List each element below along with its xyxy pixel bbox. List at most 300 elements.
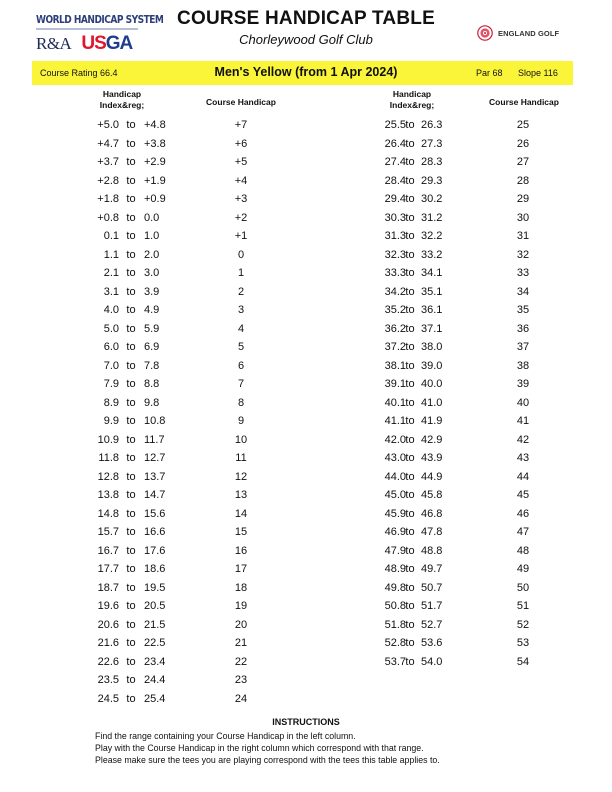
index-from: 5.0 [103, 322, 119, 335]
course-handicap-value: 29 [516, 193, 530, 205]
course-handicap-value: 3 [237, 304, 245, 316]
index-from: +1.8 [97, 193, 119, 205]
table-row [0, 486, 306, 505]
index-from: 34.2 [384, 285, 406, 298]
range-separator: to [405, 322, 415, 335]
table-row [306, 449, 612, 468]
index-from: 22.6 [97, 655, 119, 668]
range-separator: to [405, 489, 415, 501]
index-from: 30.3 [384, 211, 406, 224]
range-separator: to [405, 285, 415, 298]
index-to: +4.8 [144, 119, 166, 131]
right-course-handicap-header: Course Handicap [489, 97, 559, 107]
range-separator: to [126, 581, 136, 594]
index-from: 45.9 [384, 507, 406, 520]
table-row [306, 172, 612, 191]
range-separator: to [126, 452, 136, 464]
table-row [306, 505, 612, 524]
instruction-line: Play with the Course Handicap in the right column which correspond with that range. [95, 743, 424, 753]
index-from: 20.6 [97, 618, 119, 631]
index-to: 36.1 [421, 304, 443, 316]
course-handicap-value: 6 [237, 359, 245, 372]
range-separator: to [126, 378, 136, 390]
range-separator: to [126, 304, 136, 316]
index-to: 3.0 [144, 267, 160, 279]
course-handicap-value: 49 [516, 563, 530, 575]
table-row [0, 597, 306, 616]
index-to: 4.9 [144, 304, 160, 316]
table-row [0, 505, 306, 524]
index-to: 40.0 [421, 378, 443, 390]
course-handicap-value: 5 [237, 341, 245, 353]
index-to: 21.5 [144, 618, 166, 631]
range-separator: to [126, 396, 136, 409]
table-row [306, 246, 612, 265]
index-to: +3.8 [144, 137, 166, 150]
table-row [0, 338, 306, 357]
index-from: 36.2 [384, 322, 406, 335]
index-to: 1.0 [144, 230, 160, 242]
index-to: 13.7 [144, 470, 166, 483]
index-to: 46.8 [421, 507, 443, 520]
range-separator: to [126, 692, 136, 705]
range-separator: to [405, 156, 415, 168]
course-handicap-value: 31 [516, 230, 530, 242]
index-from: 3.1 [103, 285, 119, 298]
course-handicap-value: +7 [234, 119, 248, 131]
index-to: 10.8 [144, 415, 166, 427]
index-from: 21.6 [97, 637, 119, 649]
index-from: 51.8 [384, 618, 406, 631]
course-handicap-value: 45 [516, 489, 530, 501]
course-handicap-value: 35 [516, 304, 530, 316]
table-row [0, 301, 306, 320]
course-handicap-value: 47 [516, 526, 530, 538]
index-to: +2.9 [144, 156, 166, 168]
course-handicap-value: 38 [516, 359, 530, 372]
course-handicap-value: 7 [237, 378, 245, 390]
table-row [306, 209, 612, 228]
index-to: 44.9 [421, 470, 443, 483]
table-row [306, 412, 612, 431]
range-separator: to [405, 526, 415, 538]
course-handicap-value: 20 [234, 618, 248, 631]
index-from: 45.0 [384, 489, 406, 501]
index-to: 30.2 [421, 193, 443, 205]
index-from: 37.2 [384, 341, 406, 353]
table-row [306, 320, 612, 339]
index-from: 16.7 [97, 544, 119, 557]
table-row [306, 264, 612, 283]
table-row [0, 634, 306, 653]
range-separator: to [126, 600, 136, 612]
course-handicap-value: 54 [516, 655, 530, 668]
range-separator: to [405, 452, 415, 464]
index-to: 25.4 [144, 692, 166, 705]
index-from: 18.7 [97, 581, 119, 594]
index-from: 0.1 [103, 230, 119, 242]
right-handicap-table [306, 116, 612, 676]
index-to: 19.5 [144, 581, 166, 594]
course-handicap-value: +6 [234, 137, 248, 150]
index-to: 38.0 [421, 341, 443, 353]
table-row [306, 542, 612, 561]
index-to: 53.6 [421, 637, 443, 649]
table-row [0, 560, 306, 579]
index-to: 41.9 [421, 415, 443, 427]
range-separator: to [126, 674, 136, 686]
range-separator: to [126, 433, 136, 446]
range-separator: to [405, 193, 415, 205]
index-to: 33.2 [421, 248, 443, 261]
index-from: +3.7 [97, 156, 119, 168]
index-to: +1.9 [144, 174, 166, 187]
range-separator: to [126, 156, 136, 168]
index-to: 37.1 [421, 322, 443, 335]
course-handicap-value: 53 [516, 637, 530, 649]
course-handicap-value: 37 [516, 341, 530, 353]
index-to: 28.3 [421, 156, 443, 168]
range-separator: to [126, 637, 136, 649]
range-separator: to [126, 211, 136, 224]
index-from: +2.8 [97, 174, 119, 187]
index-to: 23.4 [144, 655, 166, 668]
index-to: 45.8 [421, 489, 443, 501]
tee-label: Men's Yellow (from 1 Apr 2024) [214, 65, 398, 79]
index-to: 29.3 [421, 174, 443, 187]
index-from: +0.8 [97, 211, 119, 224]
index-from: 52.8 [384, 637, 406, 649]
table-row [0, 227, 306, 246]
index-to: 16.6 [144, 526, 166, 538]
course-handicap-value: 15 [234, 526, 248, 538]
table-row [0, 542, 306, 561]
course-handicap-value: 4 [237, 322, 245, 335]
course-handicap-value: 51 [516, 600, 530, 612]
range-separator: to [126, 248, 136, 261]
range-separator: to [405, 119, 415, 131]
table-row [306, 357, 612, 376]
course-handicap-value: 14 [234, 507, 248, 520]
index-from: 28.4 [384, 174, 406, 187]
range-separator: to [405, 267, 415, 279]
range-separator: to [405, 655, 415, 668]
range-separator: to [126, 322, 136, 335]
range-separator: to [126, 415, 136, 427]
range-separator: to [405, 544, 415, 557]
index-to: 24.4 [144, 674, 166, 686]
table-row [306, 468, 612, 487]
index-to: 47.8 [421, 526, 443, 538]
index-from: 41.1 [384, 415, 406, 427]
index-from: 8.9 [103, 396, 119, 409]
index-to: 8.8 [144, 378, 160, 390]
index-from: 23.5 [97, 674, 119, 686]
index-from: 44.0 [384, 470, 406, 483]
table-row [0, 690, 306, 709]
table-row [306, 227, 612, 246]
left-index-header-line1: Handicap [102, 89, 142, 99]
range-separator: to [405, 563, 415, 575]
table-row [0, 172, 306, 191]
course-handicap-value: 1 [237, 267, 245, 279]
index-from: 11.8 [98, 452, 119, 464]
table-row [0, 283, 306, 302]
range-separator: to [126, 507, 136, 520]
england-golf-text: ENGLAND GOLF [498, 28, 560, 38]
index-to: 12.7 [144, 452, 166, 464]
index-from: 29.4 [384, 193, 406, 205]
course-handicap-value: 24 [234, 692, 248, 705]
index-from: 38.1 [384, 359, 406, 372]
table-row [306, 135, 612, 154]
index-from: 50.8 [384, 600, 406, 612]
index-to: 34.1 [421, 267, 443, 279]
index-to: 6.9 [144, 341, 160, 353]
table-row [0, 357, 306, 376]
range-separator: to [405, 341, 415, 353]
range-separator: to [126, 526, 136, 538]
table-row [0, 153, 306, 172]
table-row [306, 653, 612, 672]
index-to: 22.5 [144, 637, 166, 649]
course-handicap-value: 41 [516, 415, 530, 427]
index-from: 49.8 [384, 581, 406, 594]
index-to: 52.7 [421, 618, 443, 631]
index-to: 17.6 [144, 544, 166, 557]
index-from: 26.4 [384, 137, 406, 150]
table-row [0, 616, 306, 635]
table-row [0, 579, 306, 598]
course-handicap-value: 33 [516, 267, 530, 279]
index-from: 17.7 [97, 563, 119, 575]
table-row [0, 394, 306, 413]
course-handicap-value: 18 [234, 581, 248, 594]
range-separator: to [126, 193, 136, 205]
course-handicap-value: 8 [237, 396, 245, 409]
table-row [0, 468, 306, 487]
course-handicap-value: 12 [234, 470, 248, 483]
course-handicap-value: 50 [516, 581, 530, 594]
course-handicap-value: +5 [234, 156, 248, 168]
course-handicap-value: 44 [516, 470, 530, 483]
index-from: +4.7 [97, 137, 119, 150]
index-from: 14.8 [97, 507, 119, 520]
index-from: 48.9 [384, 563, 406, 575]
index-to: 51.7 [421, 600, 443, 612]
range-separator: to [405, 304, 415, 316]
course-handicap-value: +2 [234, 211, 248, 224]
range-separator: to [126, 359, 136, 372]
range-separator: to [126, 470, 136, 483]
table-row [306, 338, 612, 357]
range-separator: to [405, 433, 415, 446]
table-row [0, 320, 306, 339]
index-to: 43.9 [421, 452, 443, 464]
table-row [306, 486, 612, 505]
range-separator: to [126, 489, 136, 501]
index-to: 54.0 [421, 655, 443, 668]
index-to: 35.1 [421, 285, 443, 298]
table-row [306, 190, 612, 209]
index-to: 42.9 [421, 433, 443, 446]
left-index-header [92, 89, 152, 111]
course-handicap-value: 9 [237, 415, 245, 427]
index-from: 40.1 [384, 396, 406, 409]
range-separator: to [126, 655, 136, 668]
index-from: 4.0 [103, 304, 119, 316]
range-separator: to [405, 378, 415, 390]
index-from: 25.5 [384, 119, 406, 131]
course-handicap-value: 32 [516, 248, 530, 261]
range-separator: to [405, 137, 415, 150]
table-row [0, 653, 306, 672]
right-index-header [380, 89, 444, 111]
table-row [306, 375, 612, 394]
index-to: +0.9 [144, 193, 166, 205]
index-to: 11.7 [144, 433, 165, 446]
index-from: 46.9 [384, 526, 406, 538]
range-separator: to [126, 618, 136, 631]
course-handicap-value: 25 [516, 119, 530, 131]
table-row [0, 246, 306, 265]
index-from: 35.2 [384, 304, 406, 316]
course-handicap-value: 48 [516, 544, 530, 557]
index-from: 42.0 [384, 433, 406, 446]
course-handicap-value: 30 [516, 211, 530, 224]
whs-logo-text: WORLD HANDICAP SYSTEM [36, 14, 164, 26]
course-handicap-value: 40 [516, 396, 530, 409]
table-row [0, 412, 306, 431]
range-separator: to [126, 230, 136, 242]
course-handicap-value: 46 [516, 507, 530, 520]
table-row [306, 431, 612, 450]
slope-value: Slope 116 [518, 68, 558, 78]
index-from: 32.3 [384, 248, 406, 261]
index-from: 13.8 [97, 489, 119, 501]
range-separator: to [126, 267, 136, 279]
index-to: 3.9 [144, 285, 160, 298]
course-handicap-value: 28 [516, 174, 530, 187]
table-row [306, 597, 612, 616]
index-from: 10.9 [97, 433, 119, 446]
course-handicap-value: 16 [234, 544, 248, 557]
table-row [0, 449, 306, 468]
course-rating: Course Rating 66.4 [40, 68, 118, 78]
range-separator: to [126, 563, 136, 575]
range-separator: to [126, 341, 136, 353]
table-row [0, 671, 306, 690]
range-separator: to [405, 396, 415, 409]
index-to: 18.6 [144, 563, 166, 575]
table-row [0, 431, 306, 450]
course-handicap-value: 23 [234, 674, 248, 686]
index-to: 5.9 [144, 322, 160, 335]
range-separator: to [405, 507, 415, 520]
range-separator: to [126, 174, 136, 187]
range-separator: to [405, 470, 415, 483]
instructions-title: INSTRUCTIONS [272, 717, 340, 727]
table-row [306, 616, 612, 635]
course-handicap-value: 2 [237, 285, 245, 298]
table-row [0, 375, 306, 394]
course-handicap-value: 21 [234, 637, 248, 649]
index-to: 41.0 [421, 396, 443, 409]
course-handicap-value: 17 [234, 563, 248, 575]
index-from: 24.5 [97, 692, 119, 705]
index-to: 15.6 [144, 507, 166, 520]
index-to: 14.7 [144, 489, 166, 501]
course-handicap-value: 36 [516, 322, 530, 335]
index-from: 9.9 [103, 415, 119, 427]
table-row [306, 301, 612, 320]
course-handicap-value: 22 [234, 655, 248, 668]
table-row [0, 135, 306, 154]
index-to: 27.3 [421, 137, 443, 150]
index-from: 12.8 [97, 470, 119, 483]
index-to: 9.8 [144, 396, 160, 409]
table-row [306, 153, 612, 172]
index-from: 19.6 [97, 600, 119, 612]
range-separator: to [405, 211, 415, 224]
index-from: 2.1 [103, 267, 119, 279]
index-to: 49.7 [421, 563, 443, 575]
table-row [306, 523, 612, 542]
index-to: 26.3 [421, 119, 443, 131]
instruction-line: Please make sure the tees you are playing correspond with the tees this table applies to. [95, 755, 440, 765]
course-handicap-value: 19 [234, 600, 248, 612]
range-separator: to [405, 248, 415, 261]
index-to: 48.8 [421, 544, 443, 557]
index-to: 39.0 [421, 359, 443, 372]
index-from: 7.9 [103, 378, 119, 390]
index-to: 32.2 [421, 230, 443, 242]
right-index-header-line1: Handicap [392, 89, 432, 99]
course-handicap-value: 26 [516, 137, 530, 150]
index-from: 31.3 [384, 230, 406, 242]
range-separator: to [405, 230, 415, 242]
index-from: 7.0 [103, 359, 119, 372]
index-from: 43.0 [384, 452, 406, 464]
left-index-header-line2: Index&reg; [99, 100, 145, 110]
index-from: 6.0 [103, 341, 119, 353]
table-row [306, 560, 612, 579]
index-to: 50.7 [421, 581, 443, 594]
course-handicap-value: 43 [516, 452, 530, 464]
table-row [0, 209, 306, 228]
course-handicap-value: 13 [234, 489, 248, 501]
table-row [306, 394, 612, 413]
course-handicap-value: 10 [234, 433, 248, 446]
range-separator: to [126, 119, 136, 131]
index-from: 53.7 [384, 655, 406, 668]
par-value: Par 68 [476, 68, 503, 78]
index-from: 47.9 [384, 544, 406, 557]
index-to: 31.2 [421, 211, 443, 224]
index-from: 27.4 [384, 156, 406, 168]
page-title: COURSE HANDICAP TABLE [177, 8, 435, 29]
usga-logo-ga: GA [105, 33, 133, 54]
table-row [0, 264, 306, 283]
range-separator: to [405, 581, 415, 594]
course-handicap-value: 34 [516, 285, 530, 298]
table-row [0, 523, 306, 542]
course-handicap-value: +1 [234, 230, 248, 242]
index-to: 0.0 [144, 211, 160, 224]
table-row [0, 190, 306, 209]
course-handicap-value: 0 [237, 248, 245, 261]
course-handicap-value: 27 [516, 156, 530, 168]
